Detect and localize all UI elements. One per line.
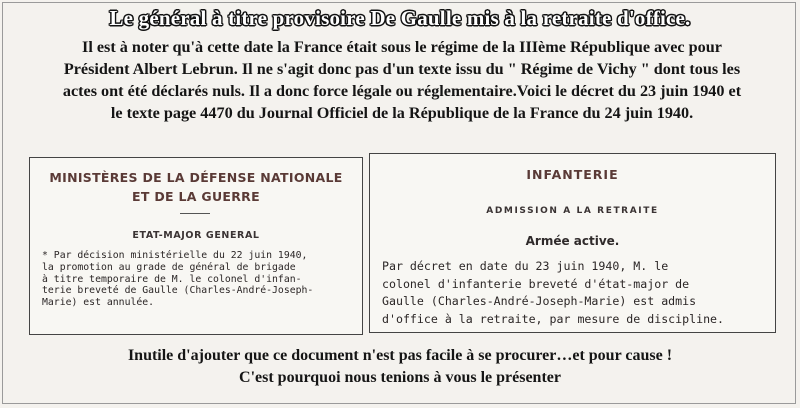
intro-line: Président Albert Lebrun. Il ne s'agit donc pas d'un texte issu du " Régime de Vichy " dont tous les (63, 60, 741, 78)
clipping-left-body-line: * Par décision ministérielle du 22 juin 1940, (42, 250, 308, 261)
clipping-left-body-line: terie breveté de Gaulle (Charles-André-Joseph- (42, 285, 314, 297)
newspaper-clipping-left (29, 157, 363, 335)
closing-line: Inutile d'ajouter que ce document n'est pas facile à se procurer…et pour cause ! (127, 347, 673, 364)
closing-line: C'est pourquoi nous tenions à vous le présenter (239, 369, 561, 386)
clipping-right-heading: INFANTERIE (526, 167, 619, 182)
clipping-left-subheading: ETAT-MAJOR GENERAL (132, 230, 260, 241)
page-title: Le général à titre provisoire De Gaulle mis à la retraite d'office. (109, 6, 691, 30)
intro-paragraph (14, 36, 790, 124)
clipping-left-body-line: Marie) est annulée. (42, 297, 155, 309)
clipping-left-body-line: la promotion au grade de général de brigade (42, 261, 296, 273)
intro-line: le texte page 4470 du Journal Officiel de la République de la France du 24 juin 1940. (110, 104, 694, 122)
divider (180, 213, 210, 214)
clipping-right-body-line: d'office à la retraite, par mesure de discipline. (382, 311, 725, 326)
clipping-right-body-line: colonel d'infanterie breveté d'état-major de (382, 276, 690, 291)
newspaper-clipping-right (369, 153, 776, 333)
clipping-right-body-line: Par décret en date du 23 juin 1940, M. le (382, 259, 669, 273)
clipping-left-heading-line: ET DE LA GUERRE (132, 189, 260, 204)
clipping-left-heading (30, 168, 362, 206)
clipping-left-body-line: à titre temporaire de M. le colonel d'infan- (42, 273, 302, 285)
intro-line: Il est à noter qu'à cette date la France était sous le régime de la IIIème République avec pour (82, 38, 722, 56)
clipping-right-body (382, 258, 766, 328)
clipping-right-body-line: Gaulle (Charles-André-Joseph-Marie) est admis (382, 294, 697, 308)
closing-paragraph (0, 345, 800, 389)
clipping-left-heading-line: MINISTÈRES DE LA DÉFENSE NATIONALE (49, 170, 343, 185)
clipping-left-body (42, 250, 356, 309)
clipping-right-section: Armée active. (525, 234, 620, 248)
clipping-right-subheading: ADMISSION A LA RETRAITE (486, 206, 659, 216)
intro-line: actes ont été déclarés nuls. Il a donc force légale ou réglementaire.Voici le décret du 23 juin 1940 et (62, 82, 742, 100)
